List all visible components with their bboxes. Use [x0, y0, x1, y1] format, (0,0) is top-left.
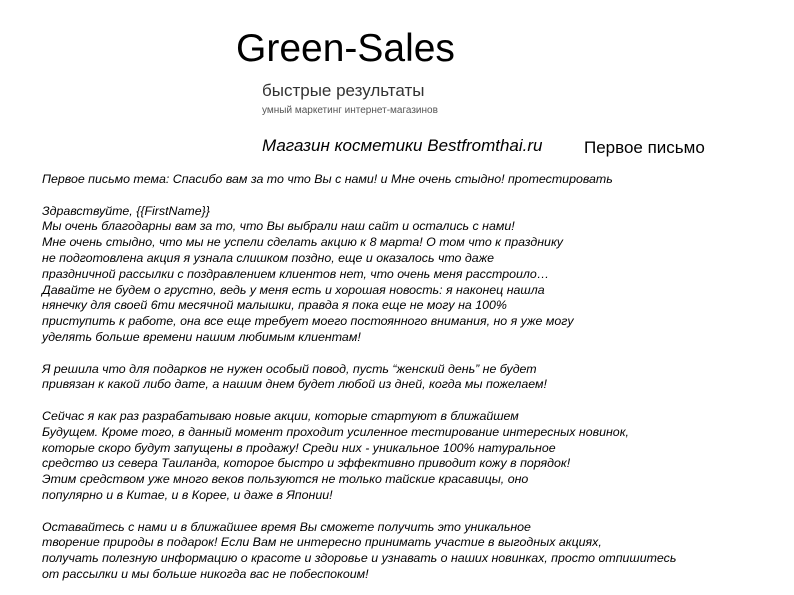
text-line: приступить к работе, она все еще требует моего постоянного внимания, но я уже могу — [42, 314, 574, 329]
text-line: средство из севера Таиланда, которое быстро и эффективно приводит кожу в порядок! — [42, 456, 571, 471]
brand-subtitle: быстрые результаты — [262, 81, 425, 100]
greeting-line: Здравствуйте, {{FirstName}} — [42, 203, 210, 218]
text-line: от рассылки и мы больше никогда вас не побеспокоим! — [42, 566, 369, 581]
text-line: праздничной рассылки с поздравлением клиентов нет, что очень меня расстроило… — [42, 266, 550, 281]
subject-line: Первое письмо тема: Спасибо вам за то что Вы с нами! и Мне очень стыдно! протестировать — [42, 172, 613, 186]
text-line: уделять больше времени нашим любимым клиентам! — [42, 329, 361, 344]
brand-tagline: умный маркетинг интернет-магазинов — [262, 105, 438, 116]
letter-label: Первое письмо — [584, 138, 705, 157]
text-line: Я решила что для подарков не нужен особый повод, пусть “женский день” не будет — [42, 361, 537, 376]
letter-body — [42, 172, 782, 583]
shop-name: Магазин косметики Bestfromthai.ru — [262, 136, 543, 155]
text-line: Оставайтесь с нами и в ближайшее время Вы сможете получить это уникальное — [42, 519, 531, 534]
text-line: которые скоро будут запущены в продажу! Среди них - уникальное 100% натуральное — [42, 440, 556, 455]
text-line: Мне очень стыдно, что мы не успели сделать акцию к 8 марта! О том что к празднику — [42, 235, 563, 250]
text-line: Будущем. Кроме того, в данный момент проходит усиленное тестирование интересных новинок, — [42, 424, 629, 439]
text-line: Мы очень благодарны вам за то, что Вы выбрали наш сайт и остались с нами! — [42, 219, 515, 234]
brand-title: Green-Sales — [236, 27, 455, 70]
text-line: популярно и в Китае, и в Корее, и даже в Японии! — [42, 487, 333, 502]
text-line: не подготовлена акция я узнала слишком поздно, еще и оказалось что даже — [42, 250, 495, 265]
text-line: Сейчас я как раз разрабатываю новые акции, которые стартуют в ближайшем — [42, 408, 519, 423]
text-line: получать полезную информацию о красоте и здоровье и узнавать о наших новинках, просто отпишитесь — [42, 551, 677, 566]
text-line: Давайте не будем о грустно, ведь у меня есть и хорошая новость: я наконец нашла — [42, 282, 545, 297]
text-line: привязан к какой либо дате, а нашим днем будет любой из дней, когда мы пожелаем! — [42, 377, 547, 392]
text-line: нянечку для своей 6ти месячной малышки, правда я пока еще не могу на 100% — [42, 298, 507, 313]
text-line: творение природы в подарок! Если Вам не интересно принимать участие в выгодных акциях, — [42, 535, 602, 550]
text-line: Этим средством уже много веков пользуются не только тайские красавицы, оно — [42, 472, 529, 487]
